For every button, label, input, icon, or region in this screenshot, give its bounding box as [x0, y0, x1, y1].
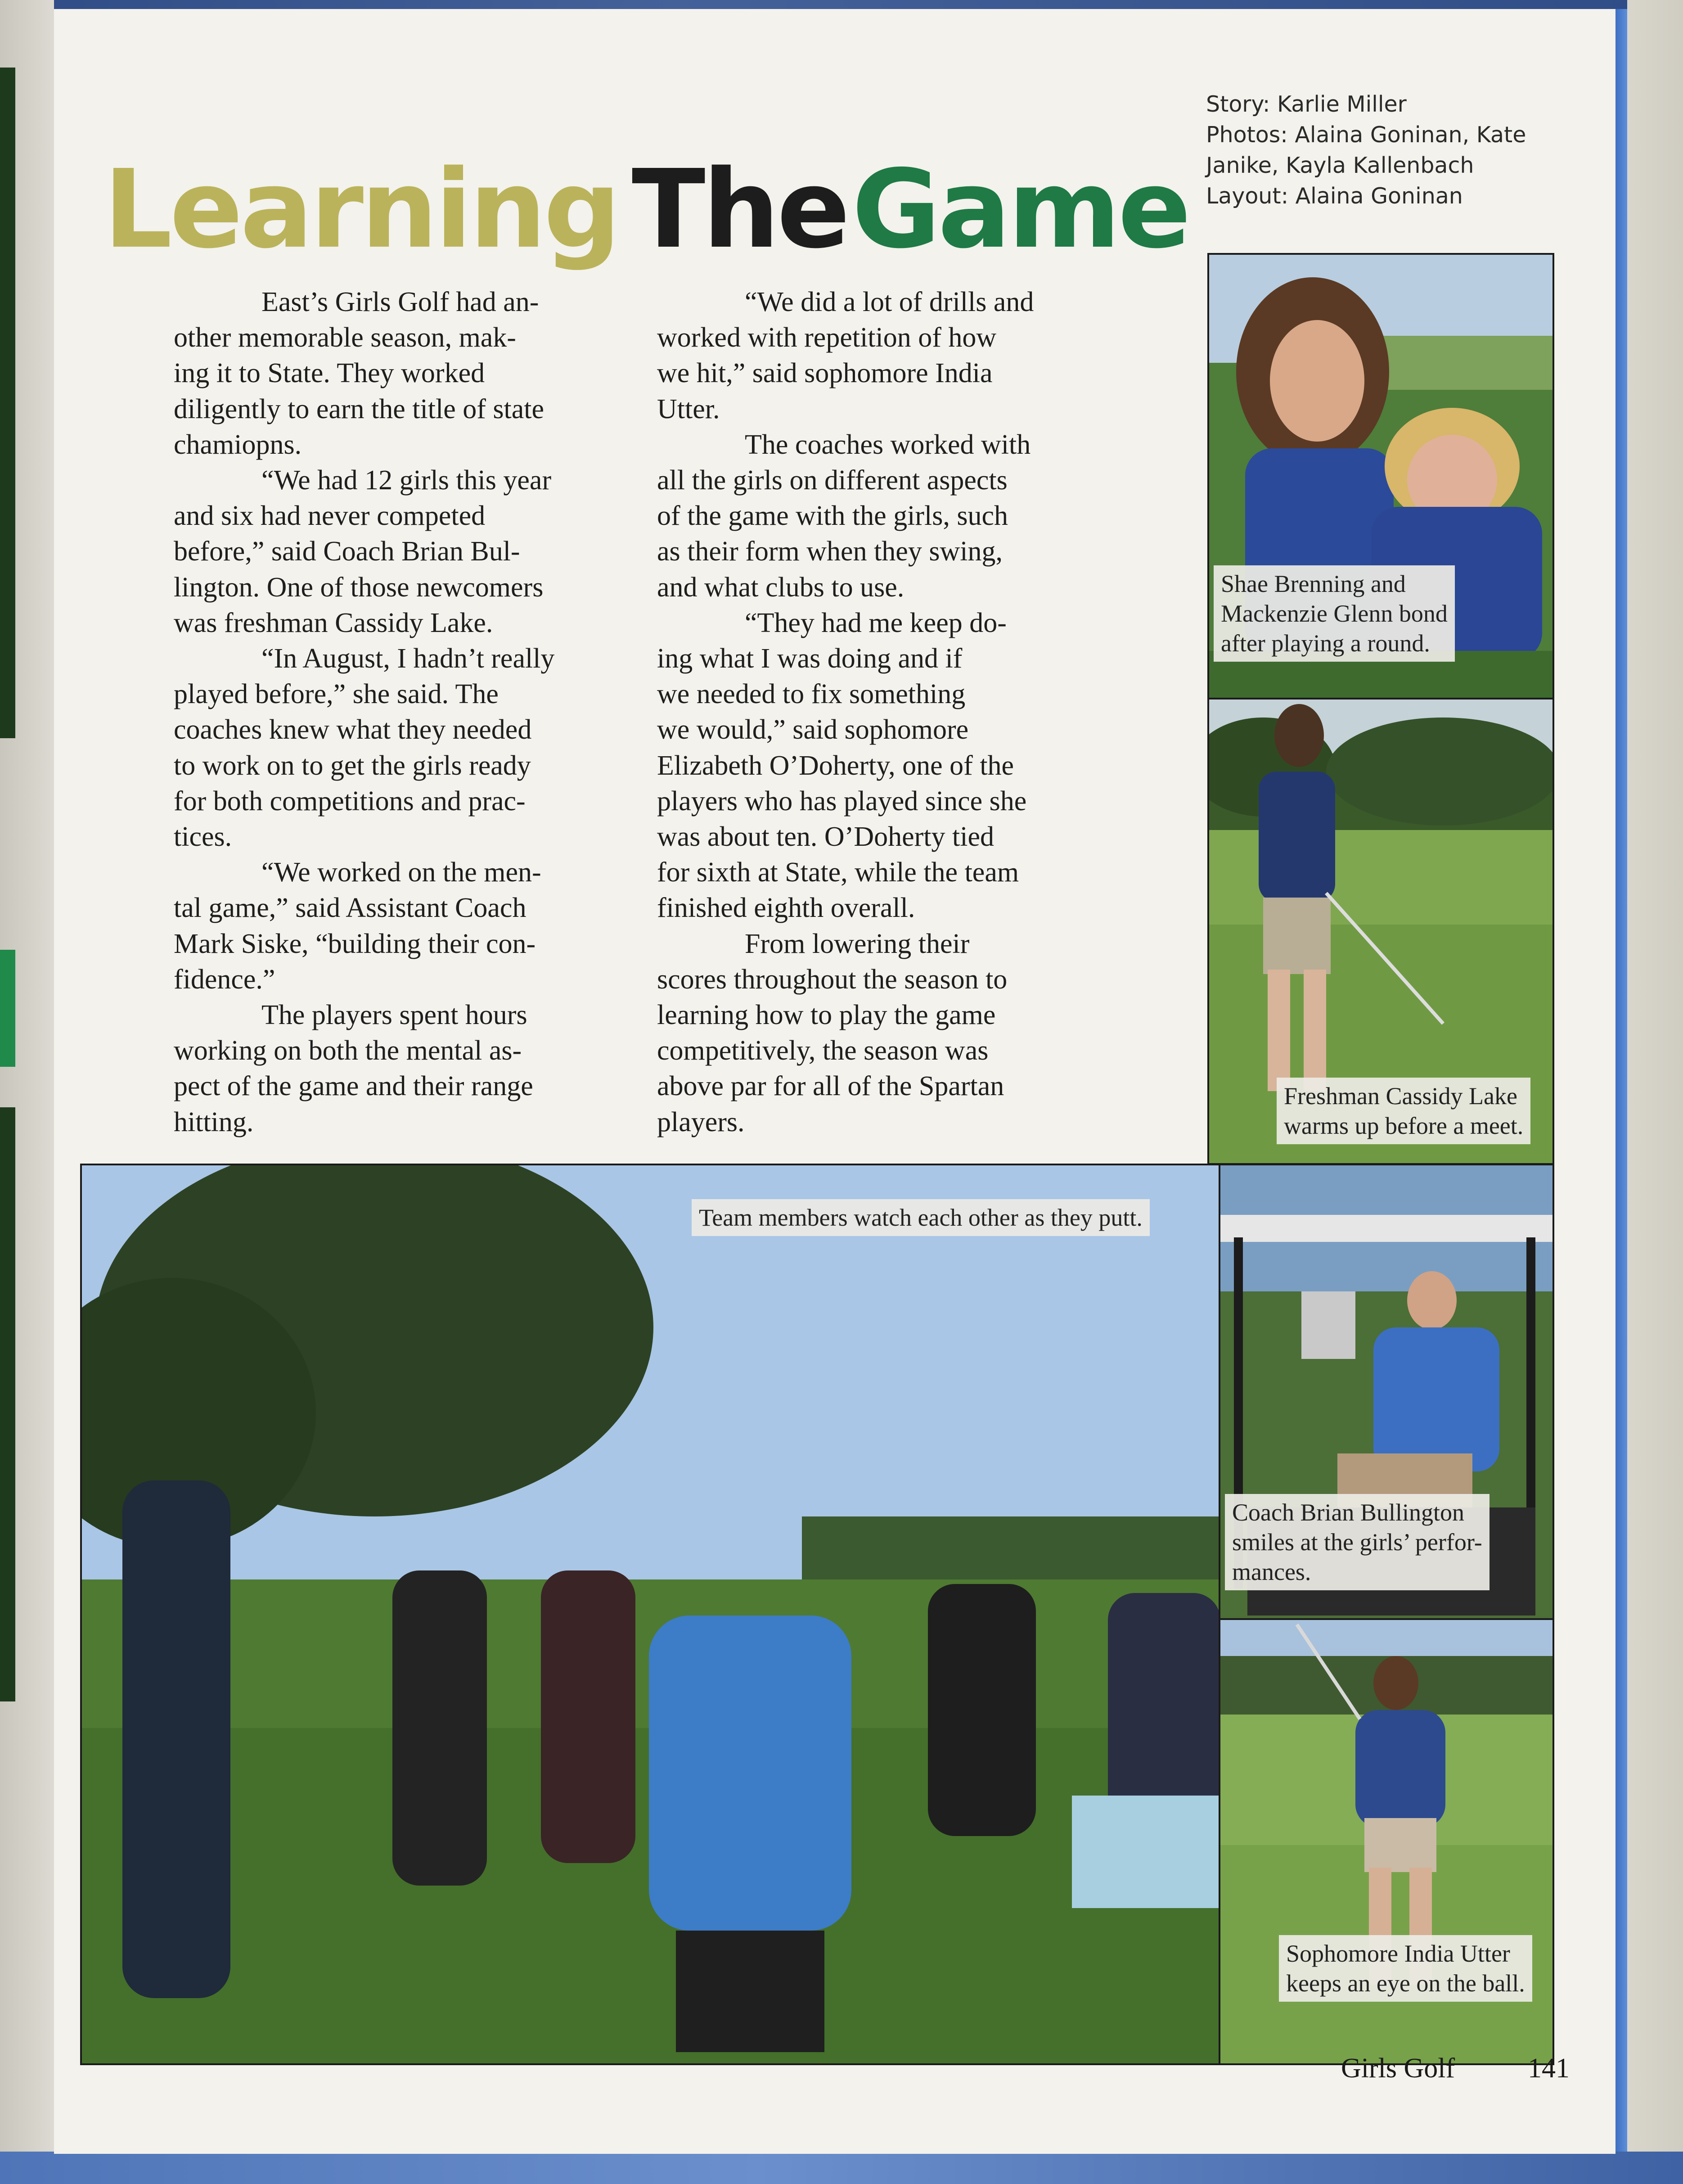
- article-column-2: [657, 284, 1112, 1140]
- staff-credits: [1206, 89, 1548, 212]
- paragraph: The coaches worked with all the girls on different aspects of the game with the girls, such as their form when they swing, and what clubs to use.: [657, 429, 1031, 603]
- previous-page-green-strip: [0, 950, 15, 1067]
- photo-illustration: [82, 1165, 1220, 2063]
- caption-coach-bullington: Coach Brian Bullington smiles at the girls’ perfor- mances.: [1225, 1494, 1490, 1590]
- photo-shae-mackenzie: [1207, 253, 1554, 701]
- paragraph: The players spent hours working on both the mental as- pect of the game and their range hitting.: [174, 1000, 533, 1137]
- paragraph: “In August, I hadn’t really played before,” she said. The coaches knew what they needed to work on to get the girls ready for both competitions and prac- tices.: [174, 643, 555, 853]
- credit-layout: Layout: Alaina Goninan: [1206, 183, 1463, 209]
- paragraph: “We worked on the men- tal game,” said Assistant Coach Mark Siske, “building their con- fidence.”: [174, 857, 541, 995]
- paragraph: “We had 12 girls this year and six had never competed before,” said Coach Brian Bul- lington. One of those newcomers was freshman Cassidy Lake.: [174, 465, 552, 638]
- caption-team-putting: Team members watch each other as they putt.: [692, 1199, 1150, 1236]
- caption-india-utter: Sophomore India Utter keeps an eye on the ball.: [1279, 1935, 1532, 2002]
- credit-photos-cont: Janike, Kayla Kallenbach: [1206, 153, 1474, 178]
- previous-page-photo-strip-2: [0, 1107, 15, 1701]
- page-title: [104, 135, 1188, 284]
- page-number: 141: [1528, 2053, 1570, 2084]
- paragraph: East’s Girls Golf had an- other memorable season, mak- ing it to State. They worked diligently to earn the title of state chamiopns.: [174, 287, 544, 460]
- footer-section-name: Girls Golf: [1341, 2053, 1455, 2084]
- photo-team-putting: [80, 1164, 1222, 2065]
- credit-photos: Photos: Alaina Goninan, Kate: [1206, 122, 1526, 148]
- paragraph: “They had me keep do- ing what I was doing and if we needed to fix something we would,” said sophomore Elizabeth O’Doherty, one of the players who has played since she was about ten. O’Doherty tied for sixth at State, while the team finished eighth overall.: [657, 607, 1027, 924]
- title-word-the: The: [631, 146, 848, 272]
- title-word-game: Game: [852, 146, 1188, 272]
- caption-shae-mackenzie: Shae Brenning and Mackenzie Glenn bond after playing a round.: [1214, 565, 1455, 662]
- previous-page-photo-strip: [0, 68, 15, 738]
- right-page-margin: [1627, 0, 1683, 2184]
- article-column-1: [174, 284, 628, 1140]
- photo-cassidy-lake: [1207, 698, 1554, 1165]
- paragraph: “We did a lot of drills and worked with repetition of how we hit,” said sophomore India Utter.: [657, 287, 1034, 424]
- title-word-learning: Learning: [104, 146, 618, 272]
- scan-bottom-edge: [0, 2152, 1683, 2184]
- page-binding-edge: [1616, 9, 1627, 2152]
- credit-story: Story: Karlie Miller: [1206, 91, 1407, 117]
- paragraph: From lowering their scores throughout the season to learning how to play the game competitively, the season was above par for all of the Spartan players.: [657, 928, 1008, 1137]
- caption-cassidy-lake: Freshman Cassidy Lake warms up before a meet.: [1277, 1078, 1530, 1144]
- photo-india-utter: [1219, 1618, 1554, 2065]
- photo-coach-bullington: [1219, 1164, 1554, 1622]
